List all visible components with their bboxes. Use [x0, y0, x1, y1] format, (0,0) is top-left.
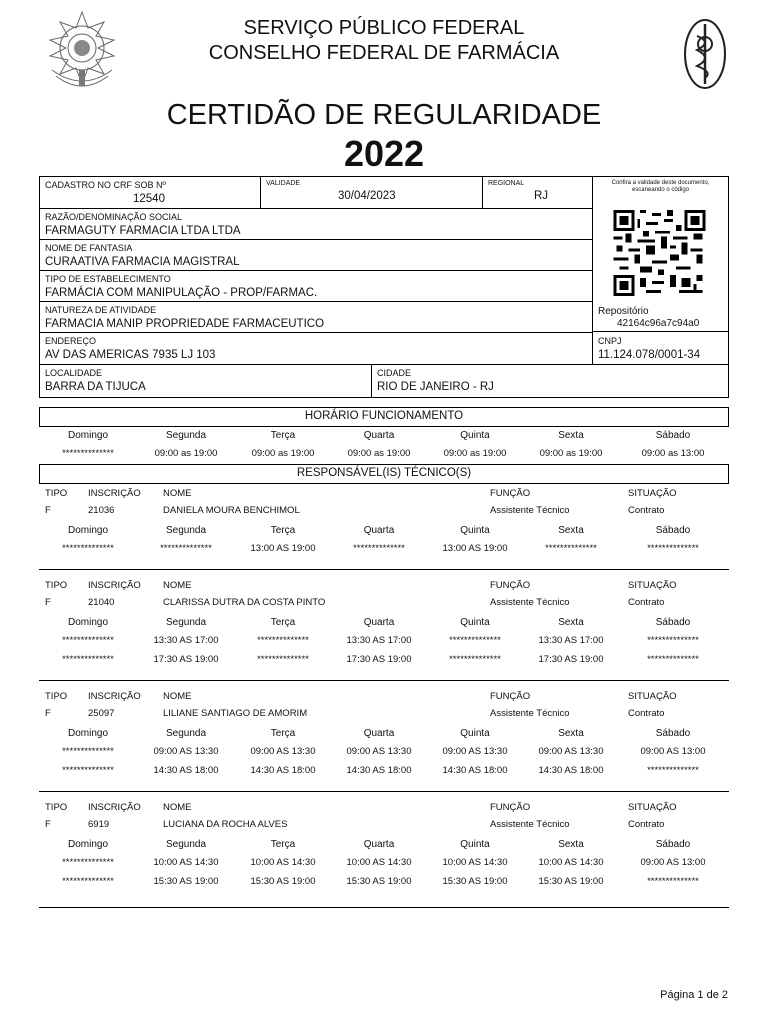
cff-logo: [682, 18, 728, 90]
day-label: Sábado: [655, 617, 691, 628]
time-cell: **************: [62, 543, 114, 554]
regional-label: REGIONAL: [488, 180, 525, 187]
razao-value: FARMAGUTY FARMACIA LTDA LTDA: [45, 225, 241, 237]
header-funcao: FUNÇÃO: [490, 488, 531, 499]
time-cell: **************: [647, 543, 699, 554]
person-inscricao: 21036: [88, 505, 115, 516]
day-label: Segunda: [165, 525, 207, 536]
header-tipo: TIPO: [45, 802, 68, 813]
time-cell: **************: [62, 746, 114, 757]
person-inscricao: 6919: [88, 819, 110, 830]
time-cell: 17:30 AS 19:00: [346, 654, 412, 665]
day-label: Domingo: [67, 430, 109, 441]
repositorio-value: 42164c96a7c94a0: [617, 318, 700, 329]
day-label: Quarta: [363, 430, 395, 441]
cnpj-value: 11.124.078/0001-34: [598, 349, 701, 361]
person-schedule-row: [39, 875, 729, 889]
day-label: Quinta: [460, 617, 490, 628]
day-label: Sexta: [558, 839, 584, 850]
person-inscricao: 25097: [88, 708, 115, 719]
person-nome: LUCIANA DA ROCHA ALVES: [163, 819, 288, 830]
header-line-1: SERVIÇO PÚBLICO FEDERAL: [243, 17, 525, 39]
time-cell: **************: [647, 876, 699, 887]
qr-code[interactable]: [613, 210, 706, 296]
cnpj-label: CNPJ: [598, 336, 622, 346]
time-cell: 09:00 as 19:00: [539, 448, 603, 459]
fantasia-cell: [40, 240, 593, 271]
time-cell: 10:00 AS 14:30: [153, 857, 219, 868]
razao-label: RAZÃO/DENOMINAÇÃO SOCIAL: [45, 212, 183, 222]
time-cell: 09:00 as 13:00: [641, 448, 705, 459]
regional-value: RJ: [534, 190, 549, 202]
day-label: Domingo: [67, 525, 109, 536]
person-situacao: Contrato: [628, 708, 665, 719]
day-label: Quarta: [363, 839, 395, 850]
qr-panel: [593, 177, 728, 332]
day-label: Terça: [270, 525, 296, 536]
time-cell: 10:00 AS 14:30: [442, 857, 508, 868]
validade-value: 30/04/2023: [338, 190, 396, 202]
person-separator: [39, 680, 729, 681]
cnpj-cell: [593, 333, 728, 365]
header-situacao: SITUAÇÃO: [628, 488, 677, 499]
header-inscricao: INSCRIÇÃO: [88, 802, 141, 813]
day-label: Sábado: [655, 728, 691, 739]
time-cell: 09:00 AS 13:30: [250, 746, 316, 757]
time-cell: **************: [545, 543, 597, 554]
bottom-rule: [39, 907, 729, 908]
localidade-label: LOCALIDADE: [45, 368, 103, 378]
header-funcao: FUNÇÃO: [490, 580, 531, 591]
header-line-2: CONSELHO FEDERAL DE FARMÁCIA: [208, 42, 560, 64]
day-label: Terça: [270, 430, 296, 441]
day-label: Quinta: [460, 525, 490, 536]
person-schedule-row: [39, 745, 729, 759]
header-funcao: FUNÇÃO: [490, 691, 531, 702]
time-cell: **************: [647, 654, 699, 665]
day-label: Terça: [270, 617, 296, 628]
time-cell: **************: [62, 765, 114, 776]
time-cell: 09:00 AS 13:30: [442, 746, 508, 757]
person-tipo: F: [45, 708, 51, 719]
time-cell: 15:30 AS 19:00: [538, 876, 604, 887]
time-cell: 14:30 AS 18:00: [250, 765, 316, 776]
header-situacao: SITUAÇÃO: [628, 691, 677, 702]
header-inscricao: INSCRIÇÃO: [88, 580, 141, 591]
time-cell: **************: [449, 654, 501, 665]
page-number: Página 1 de 2: [660, 989, 728, 1001]
repositorio-label: Repositório: [598, 306, 649, 317]
day-label: Sábado: [655, 430, 691, 441]
brasao-emblem: [42, 10, 122, 92]
horario-times-row: [39, 447, 729, 461]
person-nome: CLARISSA DUTRA DA COSTA PINTO: [163, 597, 326, 608]
person-separator: [39, 569, 729, 570]
header-inscricao: INSCRIÇÃO: [88, 691, 141, 702]
day-label: Sábado: [655, 525, 691, 536]
time-cell: 15:30 AS 19:00: [250, 876, 316, 887]
endereco-label: ENDEREÇO: [45, 336, 97, 346]
header-situacao: SITUAÇÃO: [628, 802, 677, 813]
time-cell: **************: [257, 635, 309, 646]
day-label: Sexta: [558, 728, 584, 739]
day-label: Domingo: [67, 617, 109, 628]
day-label: Domingo: [67, 728, 109, 739]
time-cell: 13:30 AS 17:00: [346, 635, 412, 646]
time-cell: 09:00 AS 13:30: [153, 746, 219, 757]
qr-note: Confira a validade deste documento, escaneando o código: [611, 180, 710, 193]
time-cell: 09:00 AS 13:00: [640, 746, 706, 757]
day-label: Quarta: [363, 617, 395, 628]
person-situacao: Contrato: [628, 819, 665, 830]
header-situacao: SITUAÇÃO: [628, 580, 677, 591]
person-nome: LILIANE SANTIAGO DE AMORIM: [163, 708, 308, 719]
day-label: Sábado: [655, 839, 691, 850]
horario-days-row: [39, 429, 729, 443]
time-cell: **************: [257, 654, 309, 665]
time-cell: 13:30 AS 17:00: [538, 635, 604, 646]
header-tipo: TIPO: [45, 580, 68, 591]
day-label: Sexta: [558, 617, 584, 628]
person-days-row: [39, 838, 729, 852]
time-cell: 13:00 AS 19:00: [442, 543, 508, 554]
time-cell: 13:00 AS 19:00: [250, 543, 316, 554]
person-funcao: Assistente Técnico: [490, 708, 570, 719]
tipo-cell: [40, 271, 593, 302]
time-cell: 09:00 AS 13:30: [346, 746, 412, 757]
endereco-cell: [40, 333, 593, 365]
time-cell: **************: [62, 635, 114, 646]
time-cell: 17:30 AS 19:00: [538, 654, 604, 665]
time-cell: 15:30 AS 19:00: [153, 876, 219, 887]
day-label: Quarta: [363, 728, 395, 739]
header-funcao: FUNÇÃO: [490, 802, 531, 813]
header-nome: NOME: [163, 691, 192, 702]
person-inscricao: 21040: [88, 597, 115, 608]
day-label: Sexta: [558, 430, 584, 441]
time-cell: 17:30 AS 19:00: [153, 654, 219, 665]
day-label: Terça: [270, 839, 296, 850]
person-separator: [39, 791, 729, 792]
localidade-value: BARRA DA TIJUCA: [45, 381, 146, 393]
time-cell: **************: [62, 857, 114, 868]
header-tipo: TIPO: [45, 691, 68, 702]
time-cell: **************: [160, 543, 212, 554]
cidade-cell: [372, 365, 728, 397]
person-schedule-row: [39, 542, 729, 556]
person-funcao: Assistente Técnico: [490, 597, 570, 608]
person-nome: DANIELA MOURA BENCHIMOL: [163, 505, 300, 516]
endereco-value: AV DAS AMERICAS 7935 LJ 103: [45, 349, 216, 361]
person-schedule-row: [39, 634, 729, 648]
cadastro-label: CADASTRO NO CRF SOB Nº: [45, 180, 166, 190]
person-tipo: F: [45, 505, 51, 516]
time-cell: 09:00 as 19:00: [347, 448, 411, 459]
document-year: 2022: [343, 133, 425, 174]
time-cell: **************: [647, 635, 699, 646]
razao-cell: [40, 209, 593, 240]
day-label: Domingo: [67, 839, 109, 850]
fantasia-label: NOME DE FANTASIA: [45, 243, 133, 253]
day-label: Terça: [270, 728, 296, 739]
time-cell: 09:00 as 19:00: [251, 448, 315, 459]
time-cell: 10:00 AS 14:30: [250, 857, 316, 868]
time-cell: **************: [449, 635, 501, 646]
header-nome: NOME: [163, 802, 192, 813]
person-days-row: [39, 727, 729, 741]
cidade-label: CIDADE: [377, 368, 412, 378]
time-cell: 14:30 AS 18:00: [346, 765, 412, 776]
cadastro-cell: [40, 177, 261, 209]
time-cell: 13:30 AS 17:00: [153, 635, 219, 646]
cadastro-value: 12540: [133, 193, 165, 205]
cidade-value: RIO DE JANEIRO - RJ: [377, 381, 494, 393]
natureza-label: NATUREZA DE ATIVIDADE: [45, 305, 157, 315]
person-schedule-row: [39, 653, 729, 667]
header-nome: NOME: [163, 488, 192, 499]
header-tipo: TIPO: [45, 488, 68, 499]
time-cell: 10:00 AS 14:30: [538, 857, 604, 868]
tipo-value: FARMÁCIA COM MANIPULAÇÃO - PROP/FARMAC.: [45, 287, 318, 299]
time-cell: 09:00 AS 13:30: [538, 746, 604, 757]
validade-label: VALIDADE: [266, 180, 301, 187]
header-nome: NOME: [163, 580, 192, 591]
time-cell: 10:00 AS 14:30: [346, 857, 412, 868]
time-cell: 14:30 AS 18:00: [538, 765, 604, 776]
person-tipo: F: [45, 597, 51, 608]
person-tipo: F: [45, 819, 51, 830]
time-cell: 09:00 as 19:00: [443, 448, 507, 459]
regional-cell: [483, 177, 593, 209]
localidade-cell: [40, 365, 372, 397]
responsaveis-title: RESPONSÁVEL(IS) TÉCNICO(S): [39, 464, 729, 484]
person-situacao: Contrato: [628, 597, 665, 608]
day-label: Quinta: [460, 839, 490, 850]
time-cell: 09:00 as 19:00: [154, 448, 218, 459]
day-label: Segunda: [165, 839, 207, 850]
day-label: Quarta: [363, 525, 395, 536]
person-funcao: Assistente Técnico: [490, 819, 570, 830]
document-title: CERTIDÃO DE REGULARIDADE: [166, 99, 602, 131]
day-label: Segunda: [165, 430, 207, 441]
natureza-value: FARMACIA MANIP PROPRIEDADE FARMACEUTICO: [45, 318, 325, 330]
time-cell: **************: [647, 765, 699, 776]
header-inscricao: INSCRIÇÃO: [88, 488, 141, 499]
person-schedule-row: [39, 856, 729, 870]
day-label: Segunda: [165, 728, 207, 739]
day-label: Segunda: [165, 617, 207, 628]
time-cell: 15:30 AS 19:00: [346, 876, 412, 887]
person-schedule-row: [39, 764, 729, 778]
day-label: Quinta: [460, 430, 490, 441]
time-cell: **************: [62, 654, 114, 665]
time-cell: 14:30 AS 18:00: [153, 765, 219, 776]
time-cell: **************: [62, 876, 114, 887]
horario-title: HORÁRIO FUNCIONAMENTO: [39, 407, 729, 427]
time-cell: **************: [62, 448, 114, 459]
person-days-row: [39, 524, 729, 538]
time-cell: **************: [353, 543, 405, 554]
person-situacao: Contrato: [628, 505, 665, 516]
day-label: Quinta: [460, 728, 490, 739]
fantasia-value: CURAATIVA FARMACIA MAGISTRAL: [45, 256, 240, 268]
natureza-cell: [40, 302, 593, 333]
time-cell: 15:30 AS 19:00: [442, 876, 508, 887]
person-funcao: Assistente Técnico: [490, 505, 570, 516]
day-label: Sexta: [558, 525, 584, 536]
time-cell: 14:30 AS 18:00: [442, 765, 508, 776]
person-days-row: [39, 616, 729, 630]
time-cell: 09:00 AS 13:00: [640, 857, 706, 868]
tipo-label: TIPO DE ESTABELECIMENTO: [45, 274, 171, 284]
validade-cell: [261, 177, 483, 209]
